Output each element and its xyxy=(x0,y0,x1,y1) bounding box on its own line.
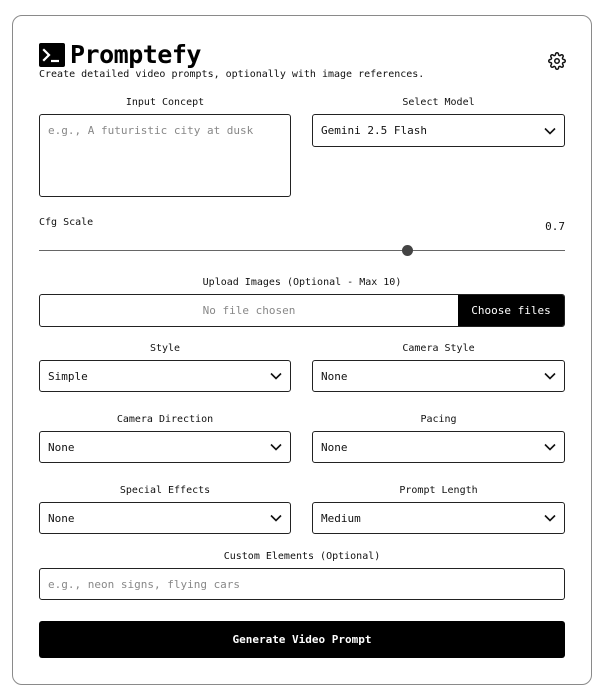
gear-icon[interactable] xyxy=(548,52,566,70)
special-effects-select-value: None xyxy=(48,511,75,525)
terminal-icon xyxy=(39,43,65,67)
prompt-length-label: Prompt Length xyxy=(399,485,478,496)
prompt-length-select[interactable] xyxy=(312,502,565,534)
custom-elements-input[interactable] xyxy=(39,568,565,600)
chevron-down-icon xyxy=(270,514,282,522)
pacing-select[interactable] xyxy=(312,431,565,463)
choose-files-button[interactable]: Choose files xyxy=(458,295,564,326)
cfg-value: 0.7 xyxy=(545,220,565,233)
style-select[interactable] xyxy=(39,360,291,392)
custom-elements-label: Custom Elements (Optional) xyxy=(223,551,381,562)
chevron-down-icon xyxy=(270,443,282,451)
style-label: Style xyxy=(149,343,181,354)
concept-input[interactable] xyxy=(39,114,291,197)
app-title: Promptefy xyxy=(70,40,201,69)
camera-style-label: Camera Style xyxy=(402,343,475,354)
style-select-value: Simple xyxy=(48,369,88,383)
app-subtitle: Create detailed video prompts, optionally with image references. xyxy=(39,69,425,80)
special-effects-select[interactable] xyxy=(39,502,291,534)
chevron-down-icon xyxy=(544,514,556,522)
camera-direction-label: Camera Direction xyxy=(116,414,214,425)
pacing-label: Pacing xyxy=(420,414,457,425)
camera-direction-select-value: None xyxy=(48,440,75,454)
file-upload[interactable] xyxy=(39,294,565,327)
chevron-down-icon xyxy=(270,372,282,380)
camera-style-select[interactable] xyxy=(312,360,565,392)
camera-style-select-value: None xyxy=(321,369,348,383)
chevron-down-icon xyxy=(544,443,556,451)
upload-label: Upload Images (Optional - Max 10) xyxy=(202,277,402,288)
model-label: Select Model xyxy=(402,97,475,108)
camera-direction-select[interactable] xyxy=(39,431,291,463)
special-effects-label: Special Effects xyxy=(119,485,211,496)
cfg-slider-track[interactable] xyxy=(39,250,565,251)
model-select-value: Gemini 2.5 Flash xyxy=(321,124,427,137)
cfg-label: Cfg Scale xyxy=(39,217,94,228)
pacing-select-value: None xyxy=(321,440,348,454)
concept-label: Input Concept xyxy=(125,97,205,108)
model-select[interactable] xyxy=(312,114,565,147)
generate-button[interactable]: Generate Video Prompt xyxy=(39,621,565,658)
chevron-down-icon xyxy=(544,372,556,380)
cfg-slider-thumb[interactable] xyxy=(402,245,413,256)
file-status: No file chosen xyxy=(202,304,296,317)
chevron-down-icon xyxy=(544,127,556,135)
prompt-length-select-value: Medium xyxy=(321,511,361,525)
